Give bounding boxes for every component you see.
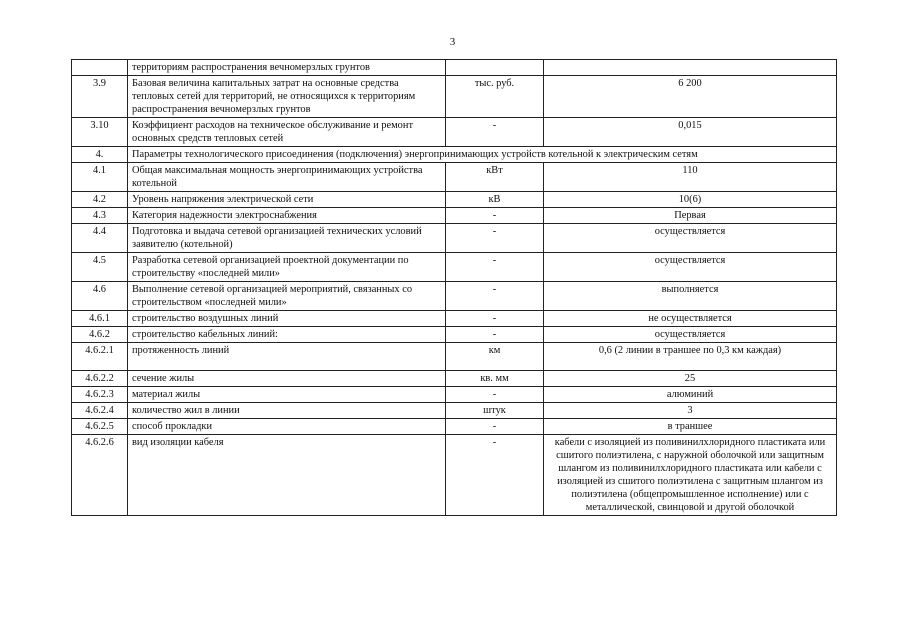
row-value: в траншее xyxy=(544,419,837,435)
row-unit: - xyxy=(446,387,544,403)
row-number: 4.6.1 xyxy=(72,311,128,327)
row-number: 4.4 xyxy=(72,224,128,253)
row-value: осуществляется xyxy=(544,224,837,253)
table-row xyxy=(72,327,837,343)
row-number: 4.6 xyxy=(72,282,128,311)
row-description: территориям распространения вечномерзлых грунтов xyxy=(128,60,446,76)
row-value: Первая xyxy=(544,208,837,224)
table-row xyxy=(72,282,837,311)
row-description: сечение жилы xyxy=(128,371,446,387)
table-row xyxy=(72,311,837,327)
row-number: 4.6.2.4 xyxy=(72,403,128,419)
row-unit: тыс. руб. xyxy=(446,76,544,118)
table-row xyxy=(72,76,837,118)
row-number: 4.6.2.6 xyxy=(72,435,128,516)
parameters-table xyxy=(71,59,837,516)
row-description: способ прокладки xyxy=(128,419,446,435)
row-value: 110 xyxy=(544,163,837,192)
row-number: 4. xyxy=(72,147,128,163)
row-unit: - xyxy=(446,435,544,516)
row-value: осуществляется xyxy=(544,327,837,343)
row-value: не осуществляется xyxy=(544,311,837,327)
row-description: Подготовка и выдача сетевой организацией технических условий заявителю (котельной) xyxy=(128,224,446,253)
row-unit: - xyxy=(446,282,544,311)
table-row xyxy=(72,403,837,419)
table-row xyxy=(72,192,837,208)
table-row xyxy=(72,163,837,192)
row-number: 4.6.2.1 xyxy=(72,343,128,371)
row-description: вид изоляции кабеля xyxy=(128,435,446,516)
row-unit: - xyxy=(446,327,544,343)
row-unit: кВт xyxy=(446,163,544,192)
page-number: 3 xyxy=(449,36,456,48)
row-number: 4.6.2.3 xyxy=(72,387,128,403)
row-description: Выполнение сетевой организацией мероприятий, связанных со строительством «последней мили» xyxy=(128,282,446,311)
row-value xyxy=(544,60,837,76)
row-value: 10(6) xyxy=(544,192,837,208)
row-description: материал жилы xyxy=(128,387,446,403)
row-number: 3.9 xyxy=(72,76,128,118)
table-row xyxy=(72,371,837,387)
row-unit: кВ xyxy=(446,192,544,208)
table-row xyxy=(72,224,837,253)
section-title: Параметры технологического присоединения (подключения) энергопринимающих устройств котельной к электрическим сетям xyxy=(128,147,837,163)
row-unit: - xyxy=(446,224,544,253)
row-value: выполняется xyxy=(544,282,837,311)
row-value: 3 xyxy=(544,403,837,419)
row-description: Общая максимальная мощность энергопринимающих устройства котельной xyxy=(128,163,446,192)
row-number xyxy=(72,60,128,76)
row-number: 4.3 xyxy=(72,208,128,224)
row-number: 3.10 xyxy=(72,118,128,147)
row-description: протяженность линий xyxy=(128,343,446,371)
row-unit: - xyxy=(446,419,544,435)
row-description: Базовая величина капитальных затрат на основные средства тепловых сетей для территорий, не относящихся к территориям распространения вечномерзлых грунтов xyxy=(128,76,446,118)
row-value: 25 xyxy=(544,371,837,387)
table-row xyxy=(72,419,837,435)
table-row xyxy=(72,435,837,516)
section-header-row xyxy=(72,147,837,163)
table-row xyxy=(72,60,837,76)
table-row xyxy=(72,253,837,282)
row-description: строительство воздушных линий xyxy=(128,311,446,327)
row-unit: штук xyxy=(446,403,544,419)
row-description: Уровень напряжения электрической сети xyxy=(128,192,446,208)
row-value: 6 200 xyxy=(544,76,837,118)
row-number: 4.6.2 xyxy=(72,327,128,343)
row-number: 4.1 xyxy=(72,163,128,192)
row-number: 4.2 xyxy=(72,192,128,208)
row-unit: - xyxy=(446,253,544,282)
table-row xyxy=(72,208,837,224)
row-unit: км xyxy=(446,343,544,371)
row-description: строительство кабельных линий: xyxy=(128,327,446,343)
row-value: кабели с изоляцией из поливинилхлоридного пластиката или сшитого полиэтилена, с наружной оболочкой или защитным шлангом из поливинилхлоридного пластиката или кабели с изоляцией из сшитого полиэтилена с защитным шлангом из полиэтилена (общепромышленное исполнение) или с металлической, свинцовой и другой оболочкой xyxy=(544,435,837,516)
row-value: алюминий xyxy=(544,387,837,403)
row-value: 0,015 xyxy=(544,118,837,147)
row-unit: - xyxy=(446,311,544,327)
row-number: 4.6.2.5 xyxy=(72,419,128,435)
row-unit: - xyxy=(446,208,544,224)
row-description: Коэффициент расходов на техническое обслуживание и ремонт основных средств тепловых сетей xyxy=(128,118,446,147)
table-row xyxy=(72,343,837,371)
row-description: количество жил в линии xyxy=(128,403,446,419)
row-unit: кв. мм xyxy=(446,371,544,387)
table-row xyxy=(72,118,837,147)
row-description: Категория надежности электроснабжения xyxy=(128,208,446,224)
row-value: осуществляется xyxy=(544,253,837,282)
row-unit xyxy=(446,60,544,76)
row-number: 4.6.2.2 xyxy=(72,371,128,387)
row-value: 0,6 (2 линии в траншее по 0,3 км каждая) xyxy=(544,343,837,371)
row-number: 4.5 xyxy=(72,253,128,282)
row-description: Разработка сетевой организацией проектной документации по строительству «последней мили» xyxy=(128,253,446,282)
row-unit: - xyxy=(446,118,544,147)
table-row xyxy=(72,387,837,403)
